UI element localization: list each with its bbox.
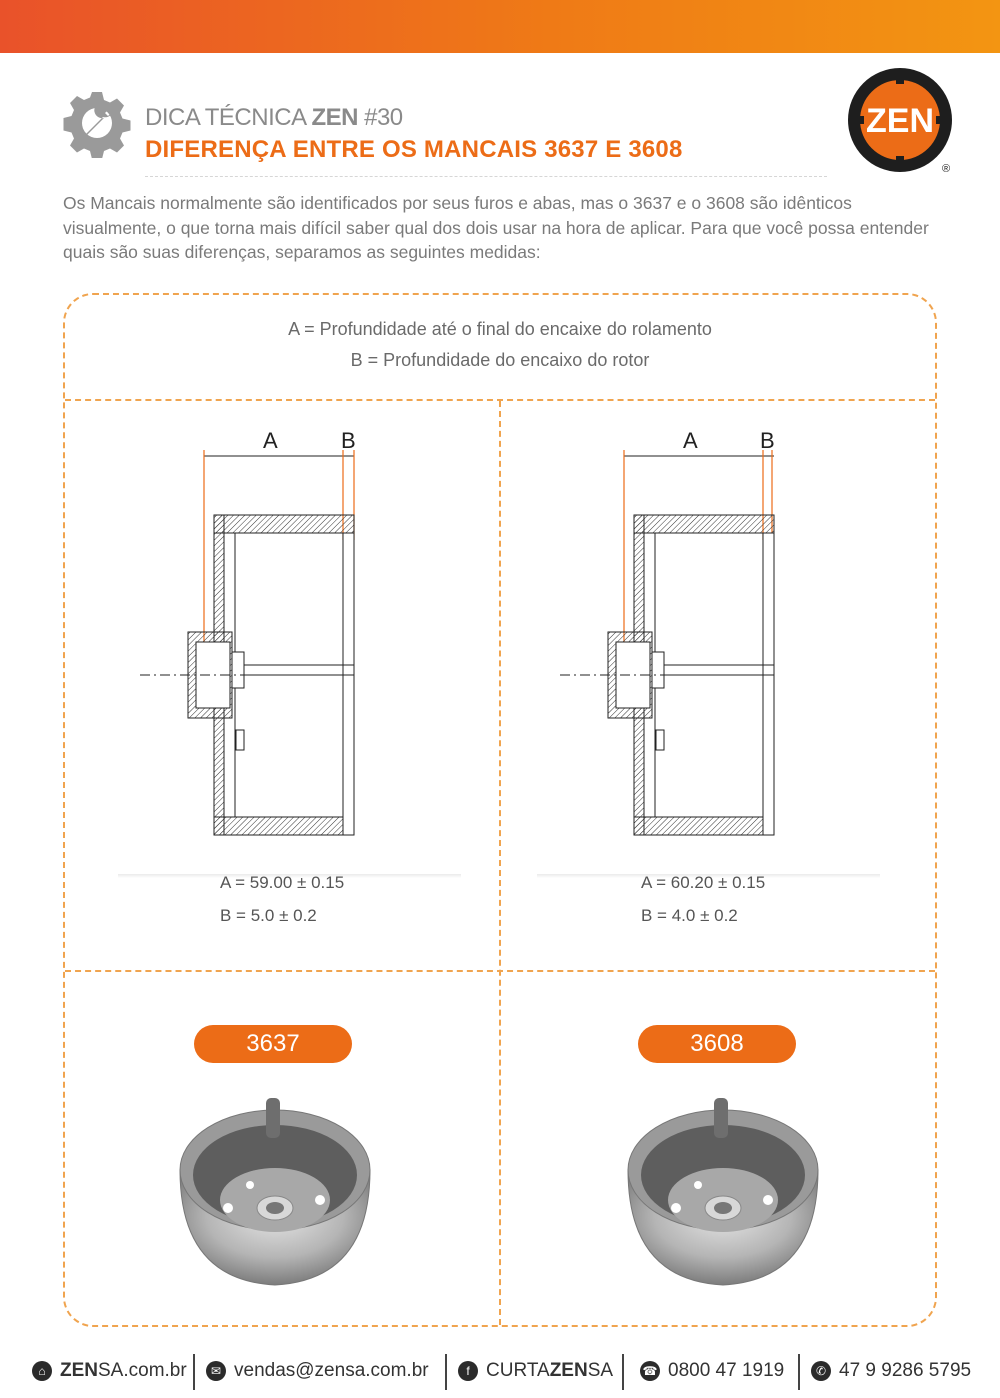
bearing-drawing-3608 [560, 450, 790, 840]
footer-social[interactable]: f CURTAZENSA [458, 1360, 613, 1382]
legend-b: B = Profundidade do encaixo do rotor [350, 350, 650, 370]
dimension-label-a: A [263, 428, 278, 453]
footer-whatsapp[interactable]: ✆ 47 9 9286 5795 [811, 1360, 971, 1382]
footer-phone[interactable]: ☎ 0800 47 1919 [640, 1360, 784, 1382]
product-photo-3637 [170, 1090, 380, 1290]
page-title: DIFERENÇA ENTRE OS MANCAIS 3637 E 3608 [145, 136, 683, 163]
headset-icon: ☎ [640, 1361, 660, 1381]
footer-website[interactable]: ⌂ ZENSA.com.br [32, 1360, 187, 1382]
footer-separator [445, 1354, 447, 1390]
gear-wrench-icon [62, 88, 132, 158]
tip-kicker: DICA TÉCNICA ZEN #30 [145, 104, 403, 131]
dimension-label-b: B [341, 428, 356, 453]
footer-separator [622, 1354, 624, 1390]
facebook-icon: f [458, 1361, 478, 1381]
intro-paragraph: Os Mancais normalmente são identificados por seus furos e abas, mas o 3637 e o 3608 são idênticos visualmente, o que torna mais difícil saber qual dos dois usar na hora de aplicar. Para que você possa entender quais são suas diferenças, separamos as seguintes medidas: [63, 193, 929, 262]
footer-separator [798, 1354, 800, 1390]
svg-text:ZEN: ZEN [866, 102, 934, 140]
header-divider [145, 176, 827, 177]
whatsapp-icon: ✆ [811, 1361, 831, 1381]
top-banner [0, 0, 1000, 53]
part-label-3608: 3608 [638, 1025, 796, 1063]
product-photo-3608 [618, 1090, 828, 1290]
dimension-label-a: A [683, 428, 698, 453]
legend-a: A = Profundidade até o final do encaixe do rolamento [288, 319, 712, 339]
footer-email[interactable]: ✉ vendas@zensa.com.br [206, 1360, 429, 1382]
email-icon: ✉ [206, 1361, 226, 1381]
svg-text:®: ® [941, 163, 951, 175]
home-icon: ⌂ [32, 1361, 52, 1381]
dimension-label-b: B [760, 428, 775, 453]
footer-separator [193, 1354, 195, 1390]
measure-b: B = 5.0 ± 0.2 [220, 906, 317, 925]
zen-logo [846, 66, 956, 176]
measure-b: B = 4.0 ± 0.2 [641, 906, 738, 925]
part-label-3637: 3637 [194, 1025, 352, 1063]
panel-divider [499, 401, 501, 1325]
measure-a: A = 59.00 ± 0.15 [220, 873, 345, 892]
measure-a: A = 60.20 ± 0.15 [641, 873, 766, 892]
bearing-drawing-3637 [140, 450, 370, 840]
